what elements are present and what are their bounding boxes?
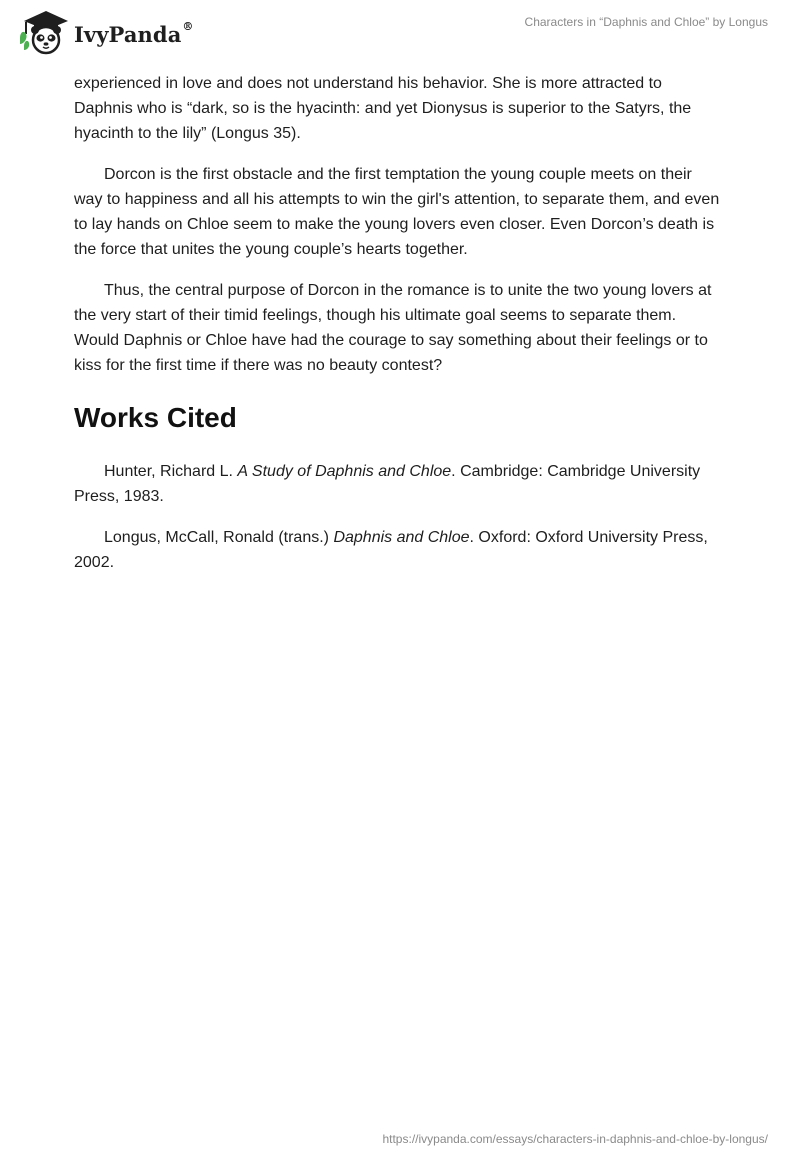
logo-wordmark — [74, 19, 194, 47]
citation-entry — [74, 525, 724, 575]
citation-publisher: . Cambridge: Cambridge University Press, 1983. — [74, 463, 701, 505]
page-header — [0, 0, 800, 62]
source-url-link[interactable]: https://ivypanda.com/essays/characters-in-daphnis-and-chloe-by-longus/ — [382, 1132, 768, 1146]
citation-title: Daphnis and Chloe — [333, 529, 470, 546]
paragraph-continued: experienced in love and does not understand his behavior. She is more attracted to Daphnis who is “dark, so is the hyacinth: and yet Dionysus is superior to the Satyrs, the hyacinth to the lily” (Longus 35). — [74, 75, 692, 142]
paragraph-dorcon-obstacle: Dorcon is the first obstacle and the first temptation the young couple meets on their way to happiness and all his attempts to win the girl's attention, to separate them, and even to lay hands on Chloe seem to make the young lovers even closer. Even Dorcon’s death is the force that unites the young couple’s hearts together. — [74, 166, 720, 258]
paragraph-conclusion: Thus, the central purpose of Dorcon in the romance is to unite the two young lovers at the very start of their timid feelings, though his ultimate goal seems to separate them. Would Daphnis or Chloe have had the courage to say something about their feelings or to kiss for the first time if there was no beauty contest? — [74, 282, 712, 374]
essay-content — [74, 71, 724, 591]
citation-author: Longus, McCall, Ronald (trans.) — [104, 529, 334, 546]
citation-entry — [74, 459, 724, 509]
citation-title: A Study of Daphnis and Chloe — [237, 463, 452, 480]
citation-author: Hunter, Richard L. — [104, 463, 238, 480]
logo-name: IvyPanda — [74, 21, 182, 47]
document-title: Characters in “Daphnis and Chloe” by Longus — [524, 15, 768, 29]
panda-graduate-icon — [14, 8, 70, 56]
works-cited-heading: Works Cited — [74, 402, 237, 433]
ivypanda-logo[interactable] — [14, 8, 194, 56]
citation-publisher: . Oxford: Oxford University Press, 2002. — [74, 529, 708, 571]
registered-mark: ® — [182, 19, 194, 33]
